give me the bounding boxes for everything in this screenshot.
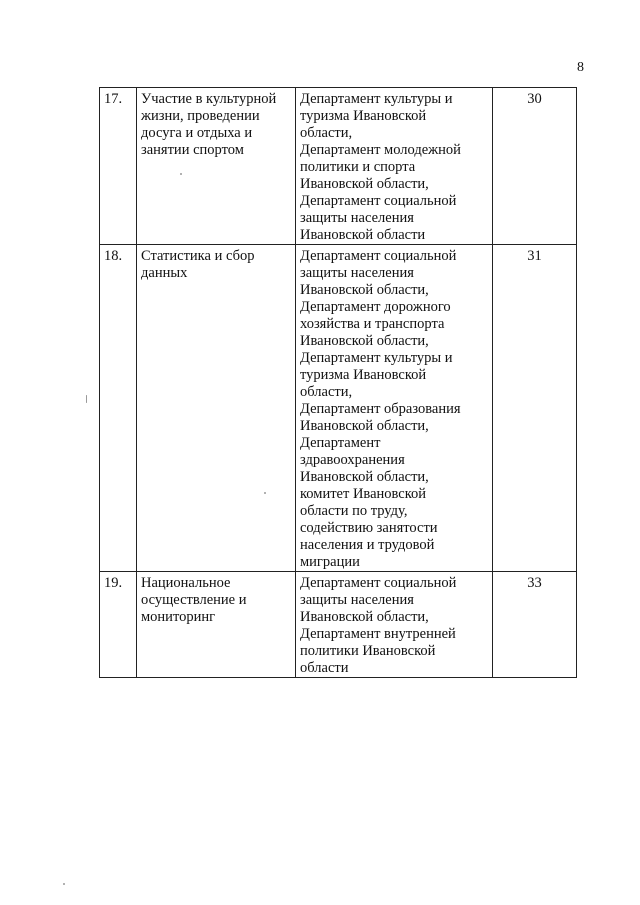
- scan-speck: [63, 883, 65, 885]
- department-line: населения и трудовой: [300, 537, 435, 553]
- scan-speck: [86, 395, 87, 403]
- department-line: защиты населения: [300, 592, 414, 608]
- table-row: [100, 88, 577, 245]
- row-number-cell: 17.: [100, 88, 137, 245]
- department-line: здравоохранения: [300, 452, 405, 468]
- department-line: содействию занятости: [300, 520, 438, 536]
- topic-line: занятии спортом: [141, 142, 244, 158]
- topic-line: осуществление и: [141, 592, 247, 608]
- department-line: Ивановской области,: [300, 176, 429, 192]
- department-line: защиты населения: [300, 210, 414, 226]
- department-line: туризма Ивановской: [300, 367, 427, 383]
- table-row: [100, 572, 577, 678]
- topic-line: досуга и отдыха и: [141, 125, 253, 141]
- topic-line: Статистика и сбор: [141, 248, 255, 264]
- topic-line: Участие в культурной: [141, 91, 277, 107]
- department-cell: [296, 88, 493, 245]
- department-line: области: [300, 660, 349, 676]
- topic-line: Национальное: [141, 575, 231, 591]
- department-line: Ивановской области,: [300, 418, 429, 434]
- department-line: Департамент образования: [300, 401, 461, 417]
- department-line: Департамент социальной: [300, 248, 457, 264]
- department-line: Департамент внутренней: [300, 626, 456, 642]
- scan-speck: [264, 492, 266, 494]
- department-line: политики и спорта: [300, 159, 416, 175]
- department-line: области,: [300, 384, 353, 400]
- department-line: Департамент культуры и: [300, 350, 453, 366]
- topic-line: жизни, проведении: [141, 108, 260, 124]
- department-line: политики Ивановской: [300, 643, 436, 659]
- topic-line: данных: [141, 265, 188, 281]
- department-line: миграции: [300, 554, 360, 570]
- department-line: Ивановской области,: [300, 609, 429, 625]
- topic-cell: [137, 88, 296, 245]
- department-line: Департамент культуры и: [300, 91, 453, 107]
- department-line: Ивановской области,: [300, 282, 429, 298]
- topic-cell: [137, 245, 296, 572]
- document-table: [99, 87, 577, 678]
- topic-line: мониторинг: [141, 609, 216, 625]
- department-line: области по труду,: [300, 503, 408, 519]
- department-line: области,: [300, 125, 353, 141]
- table-row: [100, 245, 577, 572]
- row-number-cell: 19.: [100, 572, 137, 678]
- department-line: Департамент: [300, 435, 381, 451]
- section-number-cell: 31: [493, 245, 577, 572]
- section-number-cell: 30: [493, 88, 577, 245]
- department-line: Департамент молодежной: [300, 142, 461, 158]
- department-line: защиты населения: [300, 265, 414, 281]
- section-number-cell: 33: [493, 572, 577, 678]
- topic-cell: [137, 572, 296, 678]
- page-number: 8: [577, 60, 584, 75]
- department-line: Ивановской области,: [300, 469, 429, 485]
- scan-speck: [180, 173, 182, 175]
- department-line: Департамент социальной: [300, 193, 457, 209]
- department-line: Ивановской области: [300, 227, 426, 243]
- row-number-cell: 18.: [100, 245, 137, 572]
- department-cell: [296, 245, 493, 572]
- department-line: комитет Ивановской: [300, 486, 427, 502]
- department-cell: [296, 572, 493, 678]
- department-line: туризма Ивановской: [300, 108, 427, 124]
- department-line: хозяйства и транспорта: [300, 316, 445, 332]
- department-line: Ивановской области,: [300, 333, 429, 349]
- department-line: Департамент социальной: [300, 575, 457, 591]
- department-line: Департамент дорожного: [300, 299, 451, 315]
